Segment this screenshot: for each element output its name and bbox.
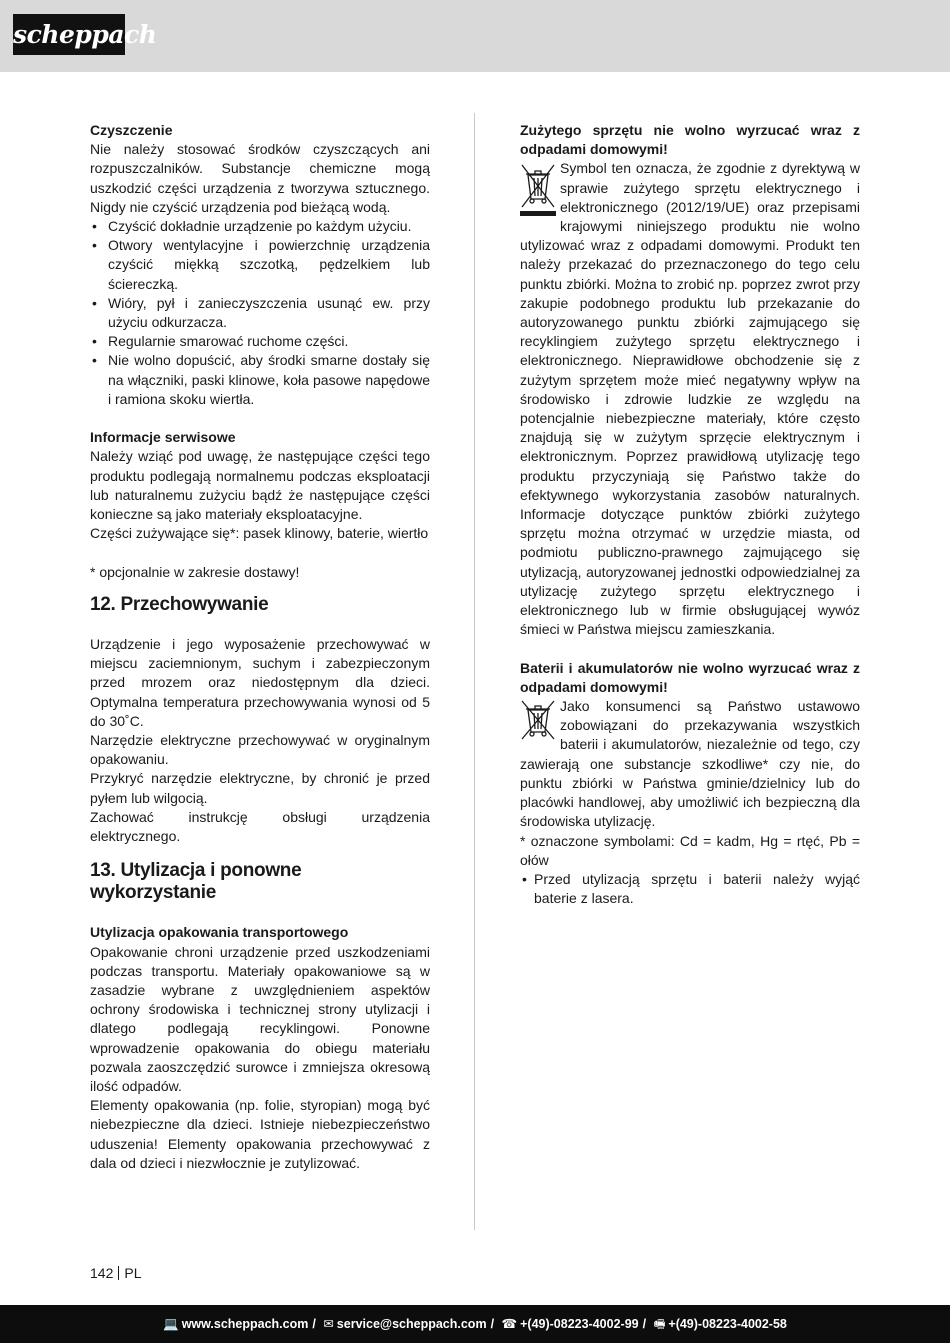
list-item: • Wióry, pył i zanieczyszczenia usunąć ew. przy użyciu odkurzacza. [90,294,430,332]
batteries-note: * oznaczone symbolami: Cd = kadm, Hg = rtęć, Pb = ołów [520,832,860,868]
batteries-heading: Baterii i akumulatorów nie wolno wyrzucać wraz z odpadami domowymi! [520,659,860,695]
page-footer: 💻 www.scheppach.com / ✉ service@scheppach.com / ☎ +(49)-08223-4002-99 / 🖷 +(49)-08223-4002-58 [0,1305,950,1343]
mail-icon: ✉ [323,1317,334,1331]
section-title: Przechowywanie [120,593,269,615]
section-number: 13. [90,860,116,882]
crossed-bin-icon [520,699,558,741]
packaging-paragraph: Opakowanie chroni urządzenie przed uszkodzeniami podczas transportu. Materiały opakowaniowe są w zasadzie wybrane z uwzględnieniem aspektów ochrony środowiska i technicznej strony utylizacji i dlatego podlegają recyklingowi. Ponowne wprowadzenie opakowania do obiegu materiału pozwala zaoszczędzić surowce i zmniejsza okresową ilość odpadów. [90,943,430,1095]
section-number: 12. [90,593,116,615]
footer-fax: +(49)-08223-4002-58 [668,1317,787,1331]
batteries-text: Jako konsumenci są Państwo ustawowo zobowiązani do przekazywania wszystkich baterii i akumulatorów, niezależnie od tego, czy zawierają one substancje szkodliwe* czy nie, do punktu zbiórki w Państwa gminie/dzielnicy lub do placówki handlowej, aby umożliwić ich bezpieczną dla środowiska utylizację. [520,698,860,830]
list-item: • Nie wolno dopuścić, aby środki smarne dostały się na włączniki, paski klinowe, koła pasowe napędowe i ramiona skoku wiertła. [90,351,430,409]
list-item: • Otwory wentylacyjne i powierzchnię urządzenia czyścić miękką szczotką, pędzelkiem lub ściereczką. [90,236,430,294]
column-divider [474,113,475,1230]
page-number-value: 142 [90,1265,114,1281]
packaging-heading: Utylizacja opakowania transportowego [90,924,349,941]
wear-parts: Części zużywające się*: pasek klinowy, baterie, wiertło [90,525,429,542]
phone-icon: ☎ [501,1317,518,1331]
page-language: PL [124,1265,142,1281]
weee-heading: Zużytego sprzętu nie wolno wyrzucać wraz z odpadami domowymi! [520,122,860,158]
list-item: • Czyścić dokładnie urządzenie po każdym użyciu. [90,217,430,236]
storage-paragraph: Zachować instrukcję obsługi urządzenia elektrycznego. [90,808,430,845]
section-heading-storage [90,594,430,616]
page-header [0,0,950,72]
storage-paragraph: Urządzenie i jego wyposażenie przechowywać w miejscu zaciemnionym, suchym i zabezpieczonym przed mrozem oraz niedostępnym dla dzieci. Optymalna temperatura przechowywania wynosi od 5 do 30˚C. [90,636,430,729]
storage-paragraph: Narzędzie elektryczne przechowywać w oryginalnym opakowaniu. [90,732,430,768]
cleaning-list [90,217,430,409]
section-heading-disposal [90,860,430,904]
right-column [520,121,860,908]
fax-icon: 🖷 [653,1317,666,1331]
crossed-bin-icon [520,161,558,217]
storage-paragraph: Przykryć narzędzie elektryczne, by chronić je przed pyłem lub wilgocią. [90,770,430,806]
section-title: Utylizacja i ponowne wykorzystanie [90,860,302,904]
weee-text: Symbol ten oznacza, że zgodnie z dyrektywą w sprawie zużytego sprzętu elektrycznego i elektronicznego (2012/19/UE) oraz przepisami krajowymi niniejszego produktu nie wolno utylizować wraz z odpadami domowymi. Produkt ten należy przekazać do przeznaczonego do tego celu punktu zbiórki. Można to zrobić np. poprzez zwrot przy zakupie podobnego produktu lub przekazanie do autoryzowanego punktu zbiórki zajmującego się recyklingiem zużytego sprzętu elektrycznego i elektronicznego. Nieprawidłowe obchodzenie się z zużytym sprzętem może mieć negatywny wpływ na środowisko i zdrowie ludzkie ze względu na potencjalnie niebezpieczne materiały, które często znajdują się w zużytym sprzęcie elektrycznym i elektronicznym. Poprzez prawidłową utylizację tego produktu przyczyniają się Państwo także do efektywnego wykorzystania zasobów naturalnych. Informacje dotyczące punktów zbiórki zużytego sprzętu można otrzymać w urzędzie miasta, od podmiotu publiczno-prawnego zajmującego się utylizacją, autoryzowanej jednostki odpowiedzialnej za utylizację zużytego sprzętu elektrycznego i elektronicznego lub w firmie obsługującej wywóz śmieci w Państwa miejscu zamieszkania. [520,160,860,638]
cleaning-heading: Czyszczenie [90,122,173,138]
left-column [90,121,430,1173]
service-note: * opcjonalnie w zakresie dostawy! [90,563,300,580]
packaging-paragraph: Elementy opakowania (np. folie, styropian) mogą być niebezpieczne dla dzieci. Istnieje niebezpieczeństwo uduszenia! Elementy opakowania przechowywać z dala od dzieci i niezwłocznie je zutylizować. [90,1097,430,1171]
footer-phone: +(49)-08223-4002-99 [520,1317,639,1331]
list-item: • Regularnie smarować ruchome części. [90,332,430,351]
batteries-list [520,870,860,908]
service-paragraph: Należy wziąć pod uwagę, że następujące części tego produktu podlegają normalnemu podczas eksploatacji lub naturalnemu zużyciu bądź że następujące części konieczne są jako materiały eksploatacyjne. [90,448,430,523]
footer-website[interactable]: www.scheppach.com [181,1317,309,1331]
page-number [90,1264,141,1283]
cleaning-intro: Nie należy stosować środków czyszczących ani rozpuszczalników. Substancje chemiczne mogą uszkodzić części urządzenia z tworzywa sztucznego. Nigdy nie czyścić urządzenia pod bieżącą wodą. [90,141,430,215]
scheppach-logo: scheppach [13,14,125,55]
list-item: • Przed utylizacją sprzętu i baterii należy wyjąć baterie z lasera. [520,870,860,908]
service-heading: Informacje serwisowe [90,429,236,446]
footer-email[interactable]: service@scheppach.com [336,1317,487,1331]
monitor-icon: 💻 [163,1317,179,1331]
